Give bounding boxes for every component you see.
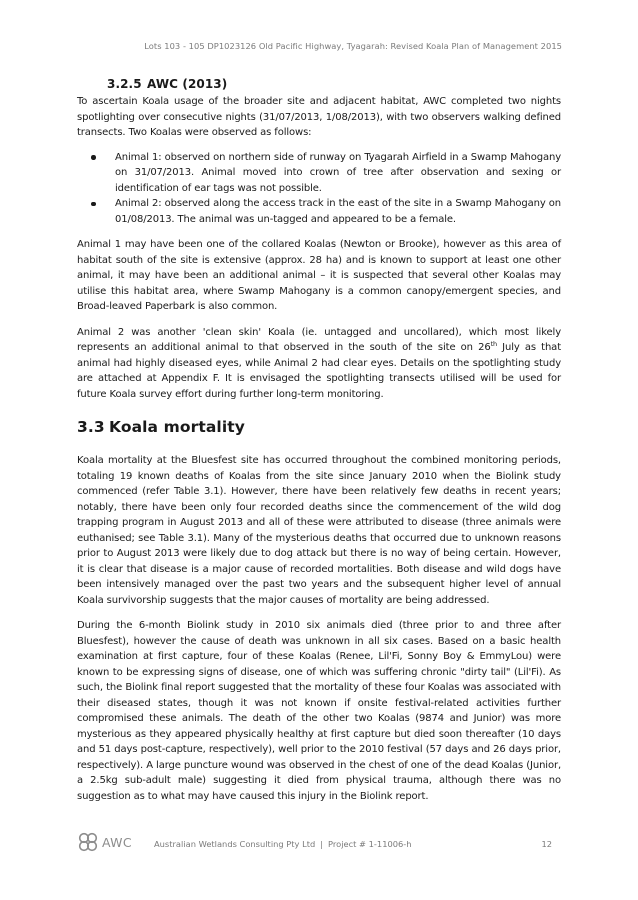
ordinal-superscript: th [490, 340, 497, 348]
section-number: 3.3 [77, 418, 105, 436]
mortality-paragraph-2: During the 6-month Biolink study in 2010 six animals died (three prior to and three after Bluesfest), however the cause of death was unknown in all six cases. Based on a basic health examination at first capture, four of these Koalas (Renee, Lil'Fi, Sonny Boy & EmmyLou) were known to be expressing signs of disease, one of which was suffering chronic "dirty tail" (Lil'Fi). As such, the Biolink final report suggested that the mortality of these four Koalas was associated with their diseased states, though it was not known if onsite festival-related activities further compromised these animals. The death of the other two Koalas (9874 and Junior) was more mysterious as they appeared physically healthy at first capture but died soon thereafter (10 days and 51 days post-capture, respectively), well prior to the 2010 festival (57 days and 26 days prior, respectively). A large puncture wound was observed in the chest of one of the dead Koalas (Junior, a 2.5kg sub-adult male) suggesting it died from physical trauma, although there was no suggestion as to what may have caused this injury in the Biolink report. [77, 620, 561, 802]
animal-2-text-end: July as that animal had highly diseased eyes, while Animal 2 had clear eyes. Details on the spotlighting study are attached at Appendix F. It is envisaged the spotlighting transects utilised will be used for future Koala survey effort during further long-term monitoring. [77, 342, 561, 400]
footer-company-info [154, 839, 412, 849]
list-item [77, 150, 561, 197]
list-item-text: Animal 2: observed along the access track in the east of the site in a Swamp Mahogany on 01/08/2013. The animal was un-tagged and appeared to be a female. [115, 198, 561, 225]
footer-separator: | [320, 839, 324, 849]
awc-logo-icon [77, 831, 99, 853]
section-title: Koala mortality [109, 418, 245, 436]
page-content [77, 76, 561, 804]
list-item-text: Animal 1: observed on northern side of runway on Tyagarah Airfield in a Swamp Mahogany on 31/07/2013. Animal moved into crown of tree after observation and sexing or identification of ear tags was not possible. [115, 151, 561, 194]
page-footer [77, 831, 561, 857]
subsection-number: 3.2.5 [107, 77, 142, 91]
bullet-icon [91, 155, 96, 160]
project-number: Project # 1-11006-h [328, 839, 412, 849]
list-item [77, 196, 561, 227]
page-number: 12 [541, 839, 552, 849]
mortality-paragraph-1: Koala mortality at the Bluesfest site has occurred throughout the combined monitoring periods, totaling 19 known deaths of Koalas from the site since January 2010 when the Biolink study commenced (refer Table 3.1). However, there have been relatively few deaths in recent years; notably, there have been only four recorded deaths since the commencement of the wild dog trapping program in August 2013 and all of these were attributed to disease (three animals were euthanised; see Table 3.1). Many of the mysterious deaths that occurred due to unknown reasons prior to August 2013 were likely due to dog attack but there is no way of being certain. However, it is clear that disease is a major cause of recorded mortalities. Both disease and wild dogs have been intensively managed over the past two years and the subsequent higher level of annual Koala survivorship suggests that the major causes of mortality are being addressed. [77, 455, 561, 606]
subsection-title: AWC (2013) [147, 77, 228, 91]
paragraph-gap [77, 608, 561, 618]
observations-list [77, 150, 561, 228]
paragraph-gap [77, 315, 561, 325]
running-header: Lots 103 - 105 DP1023126 Old Pacific Highway, Tyagarah: Revised Koala Plan of Management 2015 [144, 41, 562, 51]
bullet-icon [91, 202, 96, 207]
animal-2-text-start: Animal 2 was another 'clean skin' Koala (ie. untagged and uncollared), which most likely represents an additional animal to that observed in the south of the site on 26 [77, 326, 561, 353]
logo-text: AWC [102, 835, 132, 850]
animal-1-paragraph: Animal 1 may have been one of the collared Koalas (Newton or Brooke), however as this area of habitat south of the site is extensive (approx. 28 ha) and is known to support at least one other animal, it may have been an additional animal – it is suspected that several other Koalas may utilise this habitat area, where Swamp Mahogany is a common canopy/emergent species, and Broad-leaved Paperbark is also common. [77, 239, 561, 312]
company-name: Australian Wetlands Consulting Pty Ltd [154, 839, 316, 849]
awc-intro-paragraph: To ascertain Koala usage of the broader site and adjacent habitat, AWC completed two nights spotlighting over consecutive nights (31/07/2013, 1/08/2013), with two observers walking defined transects. Two Koalas were observed as follows: [77, 96, 561, 138]
animal-2-paragraph [77, 325, 561, 403]
section-heading [77, 417, 561, 437]
subsection-heading [107, 76, 561, 92]
